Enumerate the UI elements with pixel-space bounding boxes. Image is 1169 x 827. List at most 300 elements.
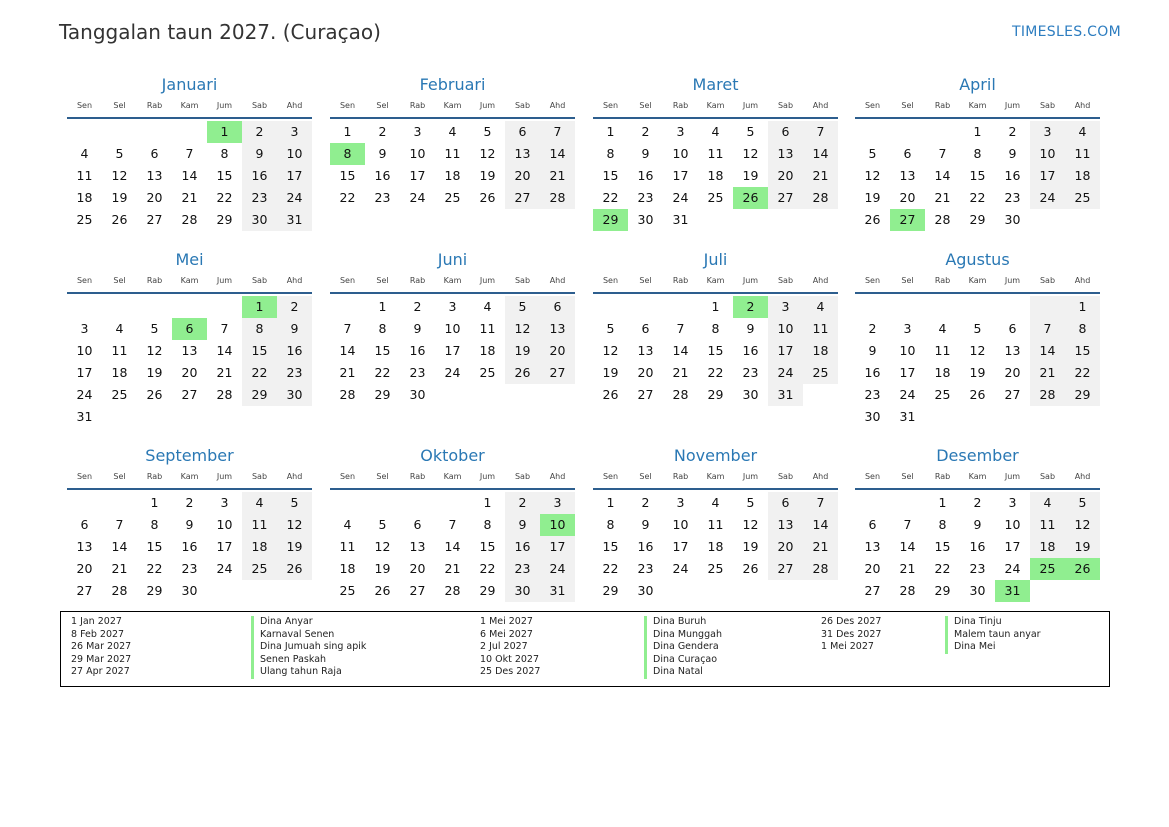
day-cell: 28 (899, 583, 916, 598)
month-divider (330, 292, 575, 294)
empty-cell (67, 121, 102, 143)
holiday-day-cell: 27 (890, 209, 925, 231)
day-cell: 4 (242, 492, 277, 514)
weekday-label: Sab (1039, 276, 1056, 285)
day-cell: 31 (672, 212, 689, 227)
empty-cell (102, 492, 137, 514)
day-cell: 3 (768, 296, 803, 318)
holiday-date: 26 Des 2027 (821, 616, 882, 627)
weekday-label: Jum (742, 101, 759, 110)
day-cell: 18 (707, 168, 724, 183)
empty-cell (628, 296, 663, 318)
day-cell: 9 (277, 318, 312, 340)
day-cell: 23 (1004, 190, 1021, 205)
weekday-label: Sel (376, 276, 389, 285)
day-cell: 15 (146, 539, 163, 554)
empty-cell (890, 296, 925, 318)
day-cell: 12 (742, 517, 759, 532)
weekday-label: Sen (864, 472, 881, 481)
day-cell: 27 (181, 387, 198, 402)
weekday-label: Ahd (286, 276, 303, 285)
holiday-day-cell: 2 (733, 296, 768, 318)
day-cell: 14 (540, 143, 575, 165)
day-cell: 12 (864, 168, 881, 183)
day-cell: 17 (76, 365, 93, 380)
day-cell: 24 (672, 561, 689, 576)
day-cell: 4 (1030, 492, 1065, 514)
day-cell: 27 (146, 212, 163, 227)
day-cell: 9 (242, 143, 277, 165)
day-cell: 16 (637, 168, 654, 183)
day-cell: 16 (637, 539, 654, 554)
day-cell: 12 (146, 343, 163, 358)
day-cell: 14 (111, 539, 128, 554)
day-cell: 20 (181, 365, 198, 380)
day-cell: 31 (899, 409, 916, 424)
day-cell: 30 (637, 212, 654, 227)
day-cell: 16 (505, 536, 540, 558)
day-cell: 29 (602, 583, 619, 598)
day-cell: 3 (1030, 121, 1065, 143)
holiday-name: Dina Curaçao (644, 654, 717, 667)
day-cell: 22 (602, 190, 619, 205)
day-cell: 25 (111, 387, 128, 402)
day-cell: 20 (540, 340, 575, 362)
day-cell: 8 (378, 321, 387, 336)
day-cell: 18 (242, 536, 277, 558)
day-cell: 22 (707, 365, 724, 380)
weekday-label: Sen (339, 276, 356, 285)
day-cell: 30 (409, 387, 426, 402)
day-cell: 30 (242, 209, 277, 231)
day-cell: 15 (934, 539, 951, 554)
day-cell: 9 (185, 517, 194, 532)
page-title: Tanggalan taun 2027. (Curaçao) (59, 20, 381, 44)
weekday-label: Jum (216, 472, 233, 481)
day-cell: 12 (602, 343, 619, 358)
empty-cell (1030, 296, 1065, 318)
day-cell: 27 (505, 187, 540, 209)
day-cell: 23 (742, 365, 759, 380)
weekday-label: Kam (180, 276, 199, 285)
day-cell: 30 (277, 384, 312, 406)
day-cell: 23 (864, 387, 881, 402)
day-cell: 19 (864, 190, 881, 205)
day-cell: 24 (1004, 561, 1021, 576)
day-cell: 28 (111, 583, 128, 598)
weekday-label: Rab (409, 276, 426, 285)
day-cell: 29 (934, 583, 951, 598)
month-name: Februari (419, 75, 486, 94)
month-divider (593, 117, 838, 119)
day-cell: 15 (242, 340, 277, 362)
day-cell: 13 (768, 143, 803, 165)
weekday-label: Sab (514, 472, 531, 481)
month-november (593, 445, 838, 602)
day-cell: 24 (444, 365, 461, 380)
day-cell: 23 (242, 187, 277, 209)
day-cell: 14 (444, 539, 461, 554)
holiday-day-cell: 26 (1065, 558, 1100, 580)
day-cell: 20 (1004, 365, 1021, 380)
weekday-header (67, 470, 312, 488)
weekday-label: Jum (1004, 472, 1021, 481)
day-cell: 13 (1004, 343, 1021, 358)
empty-cell (435, 492, 470, 514)
weekday-label: Sen (602, 276, 619, 285)
day-cell: 21 (339, 365, 356, 380)
weekday-label: Jum (216, 276, 233, 285)
day-cell: 9 (1008, 146, 1017, 161)
day-cell: 15 (1065, 340, 1100, 362)
day-cell: 5 (378, 517, 387, 532)
day-grid (855, 121, 1100, 231)
month-maret (593, 74, 838, 231)
day-cell: 14 (216, 343, 233, 358)
day-cell: 5 (150, 321, 159, 336)
day-cell: 23 (637, 190, 654, 205)
day-cell: 22 (146, 561, 163, 576)
day-cell: 13 (864, 539, 881, 554)
day-cell: 18 (111, 365, 128, 380)
weekday-label: Ahd (549, 101, 566, 110)
day-cell: 13 (409, 539, 426, 554)
day-cell: 17 (216, 539, 233, 554)
empty-cell (890, 121, 925, 143)
day-cell: 7 (1030, 318, 1065, 340)
day-cell: 26 (374, 583, 391, 598)
day-cell: 9 (505, 514, 540, 536)
holiday-name: Dina Jumuah sing apik (251, 641, 366, 654)
day-cell: 14 (181, 168, 198, 183)
month-name: Maret (692, 75, 739, 94)
weekday-label: Ahd (812, 472, 829, 481)
day-cell: 8 (606, 146, 615, 161)
day-cell: 19 (111, 190, 128, 205)
day-cell: 2 (242, 121, 277, 143)
day-cell: 3 (220, 495, 229, 510)
day-cell: 29 (242, 384, 277, 406)
weekday-header (593, 470, 838, 488)
day-cell: 3 (448, 299, 457, 314)
day-cell: 19 (146, 365, 163, 380)
day-cell: 5 (115, 146, 124, 161)
weekday-label: Sel (901, 101, 914, 110)
day-cell: 28 (444, 583, 461, 598)
day-cell: 5 (746, 495, 755, 510)
day-cell: 21 (899, 561, 916, 576)
holiday-day-cell: 1 (242, 296, 277, 318)
day-cell: 5 (973, 321, 982, 336)
month-name: Desember (936, 446, 1019, 465)
day-cell: 6 (903, 146, 912, 161)
weekday-label: Jum (742, 472, 759, 481)
empty-cell (925, 296, 960, 318)
day-cell: 25 (339, 583, 356, 598)
day-cell: 11 (707, 146, 724, 161)
month-april (855, 74, 1100, 231)
day-cell: 28 (1030, 384, 1065, 406)
day-cell: 29 (479, 583, 496, 598)
day-cell: 30 (637, 583, 654, 598)
day-cell: 15 (479, 539, 496, 554)
day-cell: 31 (76, 409, 93, 424)
day-cell: 2 (868, 321, 877, 336)
day-cell: 4 (448, 124, 457, 139)
day-cell: 3 (80, 321, 89, 336)
weekday-header (593, 99, 838, 117)
day-cell: 27 (76, 583, 93, 598)
day-cell: 14 (803, 514, 838, 536)
empty-cell (890, 492, 925, 514)
day-grid (330, 121, 575, 209)
day-cell: 2 (378, 124, 387, 139)
day-cell: 14 (339, 343, 356, 358)
day-cell: 16 (409, 343, 426, 358)
day-cell: 8 (150, 517, 159, 532)
weekday-label: Sab (777, 101, 794, 110)
day-cell: 29 (374, 387, 391, 402)
day-grid (67, 121, 312, 231)
month-juli (593, 249, 838, 406)
weekday-label: Sel (376, 101, 389, 110)
day-cell: 29 (216, 212, 233, 227)
weekday-label: Rab (672, 101, 689, 110)
day-cell: 11 (242, 514, 277, 536)
day-cell: 25 (76, 212, 93, 227)
holiday-date: 29 Mar 2027 (71, 653, 132, 665)
weekday-header (855, 274, 1100, 292)
day-cell: 3 (676, 495, 685, 510)
day-cell: 16 (864, 365, 881, 380)
holiday-date: 8 Feb 2027 (71, 628, 125, 640)
day-cell: 31 (540, 580, 575, 602)
day-cell: 30 (969, 583, 986, 598)
weekday-label: Sel (901, 472, 914, 481)
weekday-label: Sen (339, 101, 356, 110)
day-cell: 22 (339, 190, 356, 205)
day-cell: 28 (181, 212, 198, 227)
empty-cell (593, 296, 628, 318)
weekday-label: Kam (443, 101, 462, 110)
weekday-label: Jum (1004, 101, 1021, 110)
day-cell: 10 (672, 517, 689, 532)
day-grid (593, 296, 838, 406)
day-cell: 7 (185, 146, 194, 161)
day-cell: 25 (444, 190, 461, 205)
day-cell: 5 (746, 124, 755, 139)
month-divider (67, 117, 312, 119)
weekday-label: Sel (639, 101, 652, 110)
weekday-header (855, 99, 1100, 117)
weekday-label: Sab (1039, 472, 1056, 481)
day-cell: 5 (483, 124, 492, 139)
day-cell: 22 (602, 561, 619, 576)
day-cell: 19 (505, 340, 540, 362)
day-cell: 14 (803, 143, 838, 165)
day-cell: 20 (637, 365, 654, 380)
day-cell: 27 (637, 387, 654, 402)
day-cell: 4 (711, 124, 720, 139)
day-cell: 9 (413, 321, 422, 336)
day-grid (855, 296, 1100, 428)
day-cell: 17 (1004, 539, 1021, 554)
day-cell: 21 (934, 190, 951, 205)
day-cell: 31 (277, 209, 312, 231)
day-cell: 10 (409, 146, 426, 161)
month-mei (67, 249, 312, 428)
day-cell: 21 (672, 365, 689, 380)
day-cell: 15 (602, 168, 619, 183)
weekday-label: Rab (146, 276, 163, 285)
weekday-label: Sen (76, 101, 93, 110)
day-cell: 25 (242, 558, 277, 580)
day-cell: 24 (76, 387, 93, 402)
day-cell: 21 (111, 561, 128, 576)
day-cell: 1 (938, 495, 947, 510)
day-cell: 16 (969, 539, 986, 554)
weekday-label: Rab (934, 276, 951, 285)
day-cell: 19 (742, 168, 759, 183)
weekday-label: Jum (479, 472, 496, 481)
weekday-label: Ahd (549, 472, 566, 481)
holiday-date: 31 Des 2027 (821, 628, 882, 640)
day-cell: 2 (641, 124, 650, 139)
empty-cell (67, 296, 102, 318)
day-cell: 3 (903, 321, 912, 336)
day-cell: 16 (181, 539, 198, 554)
day-cell: 6 (868, 517, 877, 532)
day-cell: 19 (374, 561, 391, 576)
day-cell: 19 (277, 536, 312, 558)
day-cell: 11 (339, 539, 356, 554)
day-cell: 8 (1065, 318, 1100, 340)
day-cell: 27 (1004, 387, 1021, 402)
day-cell: 14 (1030, 340, 1065, 362)
day-cell: 19 (602, 365, 619, 380)
holiday-date: 10 Okt 2027 (480, 653, 540, 665)
empty-cell (67, 492, 102, 514)
day-grid (330, 296, 575, 406)
empty-cell (137, 121, 172, 143)
weekday-label: Kam (968, 276, 987, 285)
weekday-label: Sel (639, 472, 652, 481)
weekday-label: Sab (514, 276, 531, 285)
holiday-name: Dina Gendera (644, 641, 719, 654)
empty-cell (855, 492, 890, 514)
weekday-label: Ahd (812, 101, 829, 110)
day-cell: 9 (746, 321, 755, 336)
weekday-label: Kam (706, 101, 725, 110)
month-desember (855, 445, 1100, 602)
day-cell: 11 (111, 343, 128, 358)
weekday-label: Sel (639, 276, 652, 285)
day-cell: 10 (444, 321, 461, 336)
weekday-header (67, 274, 312, 292)
day-cell: 5 (1065, 492, 1100, 514)
month-divider (593, 488, 838, 490)
day-cell: 30 (505, 580, 540, 602)
weekday-label: Sab (251, 101, 268, 110)
weekday-label: Sen (76, 276, 93, 285)
day-cell: 28 (216, 387, 233, 402)
weekday-label: Sen (864, 276, 881, 285)
day-grid (593, 492, 838, 602)
month-name: Oktober (420, 446, 485, 465)
holiday-day-cell: 31 (995, 580, 1030, 602)
month-name: Mei (175, 250, 204, 269)
weekday-label: Sel (376, 472, 389, 481)
day-cell: 10 (1030, 143, 1065, 165)
day-cell: 6 (413, 517, 422, 532)
weekday-label: Kam (706, 276, 725, 285)
weekday-label: Rab (672, 276, 689, 285)
month-divider (855, 117, 1100, 119)
day-cell: 18 (339, 561, 356, 576)
day-cell: 26 (111, 212, 128, 227)
day-cell: 16 (277, 340, 312, 362)
day-cell: 24 (540, 558, 575, 580)
day-cell: 24 (672, 190, 689, 205)
day-cell: 30 (742, 387, 759, 402)
day-cell: 11 (444, 146, 461, 161)
month-name: Agustus (945, 250, 1010, 269)
holiday-date: 26 Mar 2027 (71, 641, 132, 653)
day-cell: 23 (637, 561, 654, 576)
holiday-name: Dina Buruh (644, 616, 706, 629)
day-cell: 22 (242, 362, 277, 384)
day-cell: 14 (672, 343, 689, 358)
weekday-label: Ahd (286, 472, 303, 481)
day-cell: 21 (181, 190, 198, 205)
day-cell: 17 (444, 343, 461, 358)
empty-cell (995, 296, 1030, 318)
day-cell: 26 (479, 190, 496, 205)
day-cell: 10 (899, 343, 916, 358)
day-cell: 20 (768, 536, 803, 558)
day-cell: 11 (479, 321, 496, 336)
day-cell: 22 (374, 365, 391, 380)
site-link[interactable]: TIMESLES.COM (1012, 24, 1121, 40)
day-grid (330, 492, 575, 602)
day-cell: 10 (277, 143, 312, 165)
weekday-header (330, 470, 575, 488)
day-cell: 23 (277, 362, 312, 384)
day-cell: 27 (540, 362, 575, 384)
day-cell: 10 (76, 343, 93, 358)
day-cell: 18 (707, 539, 724, 554)
day-cell: 3 (676, 124, 685, 139)
weekday-label: Sen (602, 472, 619, 481)
weekday-label: Kam (706, 472, 725, 481)
weekday-label: Ahd (1074, 276, 1091, 285)
day-cell: 9 (868, 343, 877, 358)
day-cell: 29 (969, 212, 986, 227)
day-cell: 12 (374, 539, 391, 554)
weekday-label: Sab (251, 276, 268, 285)
month-divider (855, 292, 1100, 294)
day-cell: 11 (1065, 143, 1100, 165)
day-cell: 25 (707, 190, 724, 205)
day-cell: 26 (864, 212, 881, 227)
day-cell: 1 (711, 299, 720, 314)
day-cell: 25 (934, 387, 951, 402)
empty-cell (925, 121, 960, 143)
holiday-day-cell: 1 (207, 121, 242, 143)
weekday-label: Kam (180, 101, 199, 110)
day-cell: 21 (803, 165, 838, 187)
holiday-name: Ulang tahun Raja (251, 666, 342, 679)
